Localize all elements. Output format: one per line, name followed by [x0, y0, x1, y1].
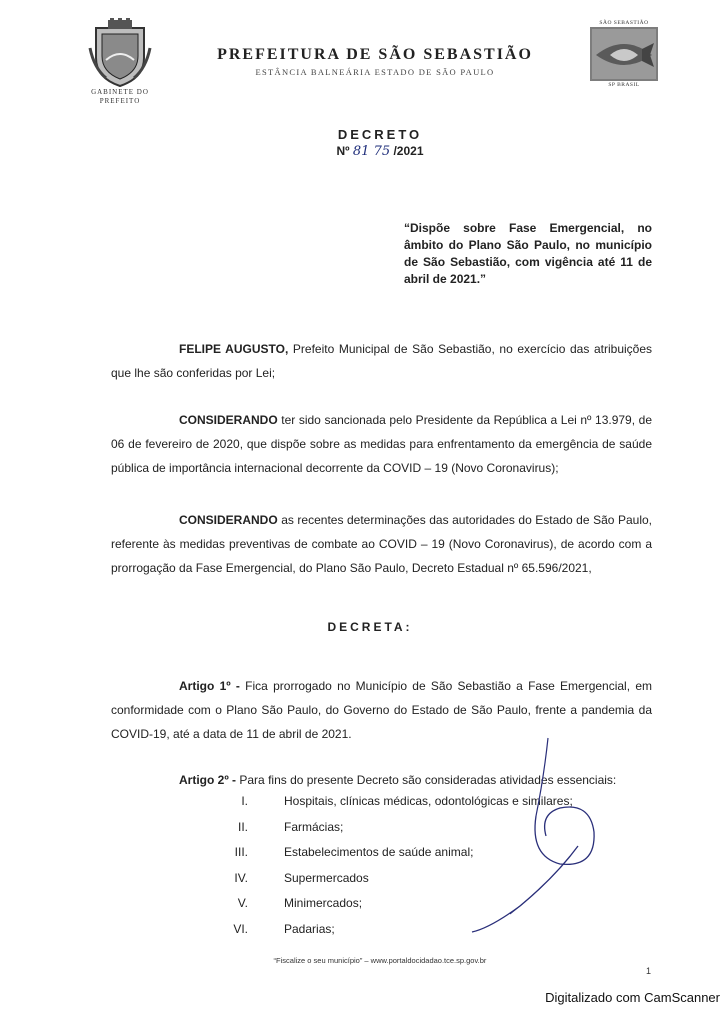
city-seal-icon [590, 27, 658, 81]
preamble-name: FELIPE AUGUSTO, [179, 342, 289, 356]
artigo-2-label: Artigo 2º - [179, 773, 237, 787]
decree-number-suffix: /2021 [393, 144, 424, 158]
considerando-1-keyword: CONSIDERANDO [179, 413, 278, 427]
list-item-number: II. [237, 819, 248, 834]
decree-number-prefix: Nº [336, 144, 350, 158]
crest-caption-line2: PREFEITO [99, 97, 141, 105]
header-subtitle: ESTÂNCIA BALNEÁRIA ESTADO DE SÃO PAULO [255, 67, 495, 77]
list-item-text: Supermercados [284, 870, 369, 885]
list-item-text: Estabelecimentos de saúde animal; [284, 845, 474, 859]
header-title: PREFEITURA DE SÃO SEBASTIÃO [217, 46, 533, 63]
scanner-watermark: Digitalizado com CamScanner [545, 990, 720, 1005]
list-item-text: Farmácias; [284, 819, 344, 834]
handwritten-signature [460, 736, 610, 936]
artigo-1-text: Fica prorrogado no Município de São Sebastião a Fase Emergencial, em conformidade com o Plano São Paulo, do Governo do Estado de São Paulo, frente a pandemia da COVID-19, até a data de 11 de abril de 2021. [111, 679, 652, 741]
considerando-1-text: ter sido sancionada pelo Presidente da República a Lei nº 13.979, de 06 de fevereiro de 2020, que dispõe sobre as medidas para enfrentamento da emergência de saúde pública de importância internacional decorrente da COVID – 19 (Novo Coronavirus); [111, 413, 652, 475]
considerando-2-paragraph [111, 508, 652, 580]
list-item-number: III. [234, 845, 248, 859]
decreta-heading: DECRETA: [327, 620, 413, 634]
footer-text: “Fiscalize o seu município” – www.portaldocidadao.tce.sp.gov.br [273, 956, 487, 965]
artigo-1-label: Artigo 1º - [179, 679, 240, 693]
considerando-1-paragraph [111, 408, 652, 480]
ementa: “Dispõe sobre Fase Emergencial, no âmbito do Plano São Paulo, no município de São Sebastião, com vigência até 11 de abril de 2021.” [404, 221, 652, 286]
crest-caption-line1: GABINETE DO [91, 88, 149, 96]
considerando-2-keyword: CONSIDERANDO [179, 513, 278, 527]
preamble-text: Prefeito Municipal de São Sebastião, no exercício das atribuições que lhe são conferidas por Lei; [111, 342, 653, 380]
seal-bottom-text: SP BRASIL [608, 82, 640, 88]
list-item-number: IV. [234, 870, 248, 885]
list-item-number: VI. [233, 921, 248, 936]
page-number: 1 [646, 966, 652, 976]
decree-number-handwritten: 81 75 [352, 144, 391, 159]
crest-caption [80, 88, 160, 106]
decree-number [330, 144, 430, 159]
artigo-2-text: Para fins do presente Decreto são consideradas atividades essenciais: [236, 773, 617, 787]
preamble-paragraph [111, 337, 652, 385]
seal-top-text: SÃO SEBASTIÃO [599, 20, 649, 26]
coat-of-arms-icon [88, 18, 152, 88]
list-item-text: Hospitais, clínicas médicas, odontológicas e similares; [284, 794, 573, 808]
list-item-text: Padarias; [284, 921, 335, 936]
list-item-number: V. [237, 896, 248, 910]
considerando-2-text: as recentes determinações das autoridades do Estado de São Paulo, referente às medidas preventivas de combate ao COVID – 19 (Novo Coronavirus), de acordo com a prorrogação da Fase Emergencial, do Plano São Paulo, Decreto Estadual nº 65.596/2021, [111, 513, 652, 575]
decree-title: DECRETO [337, 127, 423, 142]
list-item-text: Minimercados; [284, 896, 363, 910]
list-item-number: I. [241, 794, 248, 808]
